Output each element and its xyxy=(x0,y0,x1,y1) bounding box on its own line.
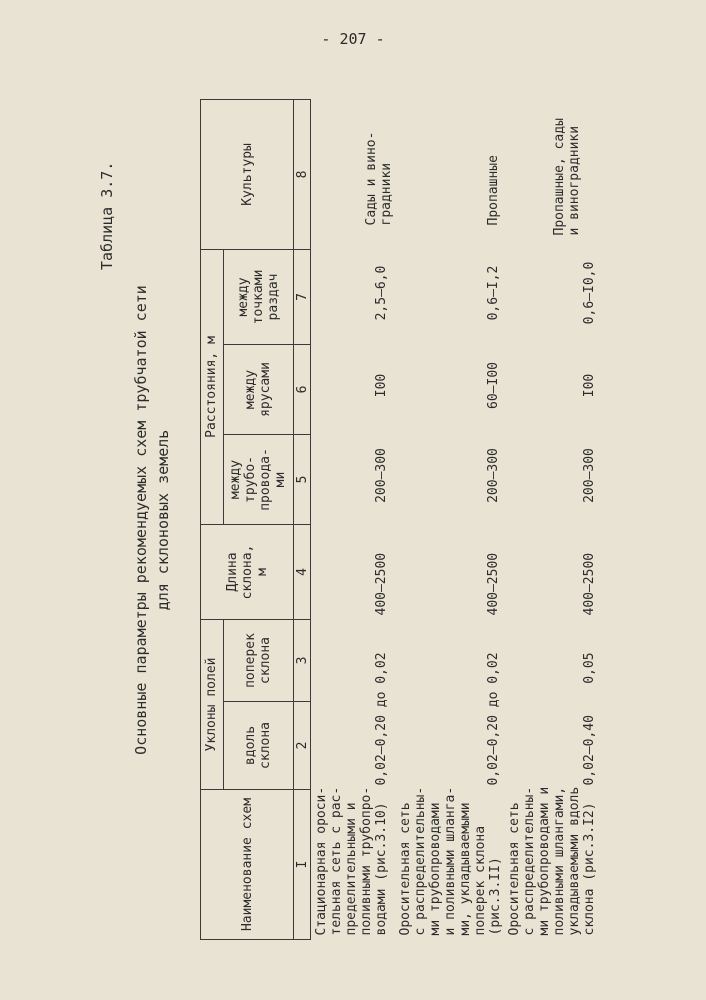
row-3-crops: Пропашные, сады и виноградники xyxy=(552,118,582,236)
col-num-1: I xyxy=(294,790,311,940)
row-1-dist-tiers: I00 xyxy=(374,373,389,398)
header-slopes: Уклоны полей xyxy=(201,619,224,789)
header-crops: Культуры xyxy=(201,99,294,249)
col-num-2: 2 xyxy=(294,702,311,790)
row-3-name: Оросительная сеть с распределительны- ми трубопроводами и поливными шлангами, укладываемыми вдоль склона (рис.3.I2) xyxy=(507,786,597,936)
header-length: Длина склона, м xyxy=(201,524,294,619)
row-1-length: 400–2500 xyxy=(374,552,389,616)
row-3-length: 400–2500 xyxy=(582,552,597,616)
parameters-table xyxy=(200,99,600,940)
row-1-dist-points: 2,5–6,0 xyxy=(374,265,389,321)
header-distances: Расстояния, м xyxy=(201,249,224,524)
header-slope-across: поперек склона xyxy=(223,619,293,701)
title-line-2: для склоновых земель xyxy=(154,429,172,611)
rotated-page-content xyxy=(90,80,610,960)
title-line-1: Основные параметры рекомендуемых схем трубчатой сети xyxy=(132,285,150,755)
header-slope-along: вдоль склона xyxy=(223,702,293,790)
column-number-row xyxy=(294,99,311,939)
row-3-dist-pipes: 200–300 xyxy=(582,448,597,503)
row-1-crops: Сады и вино- градники xyxy=(364,131,394,226)
col-num-4: 4 xyxy=(294,524,311,619)
header-name: Наименование схем xyxy=(201,790,294,940)
row-1-dist-pipes: 200–300 xyxy=(374,448,389,503)
header-dist-points: между точками раздач xyxy=(223,249,293,344)
row-1-slopes: 0,02–0,20 до 0,02 xyxy=(374,652,389,786)
row-1-name: Стационарная ороси- тельная сеть с рас- пределительными и поливными трубопро- водами (рис.3.10) xyxy=(314,786,389,936)
col-num-8: 8 xyxy=(294,99,311,249)
row-3-dist-points: 0,6–I0,0 xyxy=(582,261,597,325)
row-2-length: 400–2500 xyxy=(486,552,501,616)
header-row-1 xyxy=(201,99,224,939)
table-label: Таблица 3.7. xyxy=(98,161,116,270)
header-dist-tiers: между ярусами xyxy=(223,344,293,434)
row-3-slopes: 0,02–0,40 0,05 xyxy=(582,652,597,786)
col-num-7: 7 xyxy=(294,249,311,344)
page-number: - 207 - xyxy=(321,30,385,48)
col-num-5: 5 xyxy=(294,434,311,524)
row-2-name: Оросительная сеть с распределительны- ми трубопроводами и поливными шланга- ми, укладываемыми поперек склона (рис.3.II) xyxy=(398,786,503,936)
col-num-6: 6 xyxy=(294,344,311,434)
row-2-dist-tiers: 60–I00 xyxy=(486,362,501,409)
row-2-crops: Пропашные xyxy=(486,155,501,226)
row-3-dist-tiers: I00 xyxy=(582,373,597,398)
row-2-dist-points: 0,6–I,2 xyxy=(486,265,501,321)
header-dist-pipes: между трубо- провода- ми xyxy=(223,434,293,524)
row-2-slopes: 0,02–0,20 до 0,02 xyxy=(486,652,501,786)
col-num-3: 3 xyxy=(294,619,311,701)
body-row xyxy=(311,99,601,939)
row-2-dist-pipes: 200–300 xyxy=(486,448,501,503)
table-title xyxy=(130,80,174,960)
